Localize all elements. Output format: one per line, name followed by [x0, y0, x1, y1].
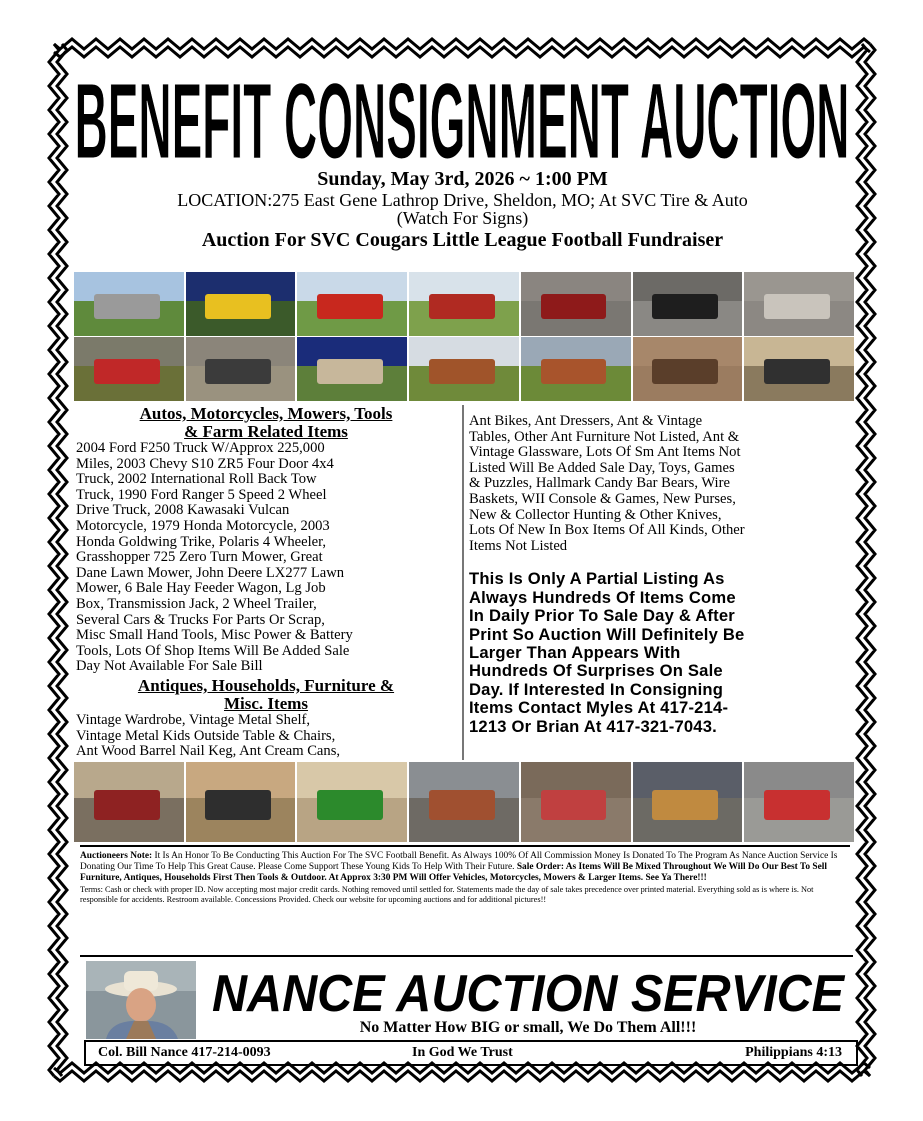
photo-subject	[94, 294, 160, 318]
list-line: Mower, 6 Bale Hay Feeder Wagon, Lg Job	[76, 580, 326, 597]
auction-title	[70, 62, 855, 168]
slogan: No Matter How BIG or small, We Do Them All!!!	[359, 1019, 697, 1036]
photo-subject	[94, 790, 160, 820]
photo-row-equipment	[74, 337, 854, 401]
photo-subject	[429, 359, 495, 383]
cattle-panels-photo	[521, 337, 631, 401]
photo-subject	[652, 359, 718, 383]
photo-row-household	[74, 762, 854, 842]
red-motorcycle-photo	[521, 272, 631, 336]
terms-text: Terms: Cash or check with proper ID. Now accepting most major credit cards. Nothing removed until settled for. Statements made the day of sale takes precedence over printed material. Everything sold as is where is. Not responsible for accidents. Restroom available. Concessions Provided. Check our website for upcoming auctions and for additional pictures!!	[80, 885, 814, 904]
list-line: Vintage Glassware, Lots Of Sm Ant Items Not	[469, 444, 741, 461]
list-line: Dane Lawn Mower, John Deere LX277 Lawn	[76, 564, 345, 581]
list-line: Baskets, WII Console & Games, New Purses,	[469, 490, 736, 507]
red-rollback-photo	[297, 272, 407, 336]
photo-subject	[205, 294, 271, 318]
list-line: Day Not Available For Sale Bill	[76, 658, 263, 675]
location: LOCATION:275 East Gene Lathrop Drive, Sheldon, MO; At SVC Tire & Auto	[177, 190, 748, 210]
red-ranger-photo	[409, 272, 519, 336]
column-divider	[462, 405, 464, 760]
wardrobe-shelf-photo	[74, 762, 184, 842]
black-motorcycle-photo	[633, 272, 743, 336]
list-line: Tools, Lots Of Shop Items Will Be Added Sale	[76, 642, 350, 659]
photo-subject	[541, 294, 607, 318]
motto: In God We Trust	[412, 1045, 513, 1060]
blue-shed-photo	[297, 337, 407, 401]
notice-line: Print So Auction Will Definitely Be	[469, 624, 745, 644]
notice-line: Day. If Interested In Consigning	[469, 679, 724, 699]
list-line: Several Cars & Trucks For Parts Or Scrap,	[76, 611, 325, 628]
bikes-junk-photo	[409, 762, 519, 842]
list-line: Ant Bikes, Ant Dressers, Ant & Vintage	[469, 413, 703, 429]
photo-subject	[764, 294, 830, 318]
antiques-list-continued	[469, 414, 849, 554]
hay-feeder-photo	[409, 337, 519, 401]
list-line: Box, Transmission Jack, 2 Wheel Trailer,	[76, 595, 317, 612]
silver-truck-photo	[74, 272, 184, 336]
storage-mixed-photo	[521, 762, 631, 842]
photo-subject	[317, 294, 383, 318]
goldwing-trike-photo	[744, 272, 854, 336]
list-line: Miles, 2003 Chevy S10 ZR5 Four Door 4x4	[76, 455, 334, 472]
watch-for-signs: (Watch For Signs)	[396, 208, 529, 228]
hand-tools-photo	[633, 337, 743, 401]
photo-subject	[317, 359, 383, 383]
notice-line: Hundreds Of Surprises On Sale	[469, 661, 723, 681]
partial-listing-notice	[469, 570, 849, 736]
branding-area	[80, 955, 853, 1037]
photo-subject	[94, 359, 160, 383]
list-line: Tables, Other Ant Furniture Not Listed, Ant &	[469, 428, 740, 445]
photo-subject	[652, 790, 718, 820]
autos-list	[76, 441, 456, 675]
yellow-truck-photo	[186, 272, 296, 336]
list-line: Items Not Listed	[469, 537, 568, 554]
photo-subject	[541, 790, 607, 820]
list-line: Truck, 1990 Ford Ranger 5 Speed 2 Wheel	[76, 486, 327, 503]
antiques-list	[76, 713, 456, 760]
border-zigzag-line	[57, 44, 67, 1076]
left-column	[76, 405, 456, 760]
photo-subject	[764, 359, 830, 383]
fundraiser-line: Auction For SVC Cougars Little League Football Fundraiser	[201, 229, 724, 251]
list-line: Listed Will Be Added Sale Day, Toys, Games	[469, 459, 735, 476]
auctioneers-note	[80, 845, 850, 904]
auctioneer-photo	[86, 961, 196, 1039]
list-line: & Puzzles, Hallmark Candy Bar Bears, Wire	[469, 475, 730, 492]
company-name-text: NANCE AUCTION SERVICE	[212, 965, 846, 1017]
photo-subject	[541, 359, 607, 383]
company-name	[208, 965, 848, 1017]
notice-line: 1213 Or Brian At 417-321-7043.	[469, 716, 717, 736]
list-line: New & Collector Hunting & Other Knives,	[469, 506, 722, 523]
antiques-heading: Antiques, Households, Furniture & Misc. Items	[137, 675, 395, 713]
photo-subject	[317, 790, 383, 820]
border-zigzag-line	[49, 44, 59, 1076]
border-zigzag-line	[857, 44, 867, 1076]
photo-row-vehicles	[74, 272, 854, 336]
list-line: Ant Wood Barrel Nail Keg, Ant Cream Cans,	[76, 743, 341, 760]
list-line: Drive Truck, 2008 Kawasaki Vulcan	[76, 502, 290, 519]
notice-line: Items Contact Myles At 417-214-	[469, 698, 729, 718]
list-line: Grasshopper 725 Zero Turn Mower, Great	[76, 549, 323, 566]
sale-order: Sale Order: As Items Will Be Mixed Throughout We Will Do Our Best To Sell Furniture, Antiques, Households First Then Tools & Outdoor. At Approx 3:30 PM Will Offer Vehicles, Motorcycles, Mowers & Larger Items. See Ya There!!!	[80, 862, 827, 883]
red-atv-photo	[74, 337, 184, 401]
contact-phone: Col. Bill Nance 417-214-0093	[98, 1045, 271, 1060]
border-zigzag-line	[54, 1071, 870, 1081]
photo-subject	[652, 294, 718, 318]
list-line: Honda Goldwing Trike, Polaris 4 Wheeler,	[76, 533, 327, 550]
list-line: Lots Of New In Box Items Of All Kinds, Other	[469, 522, 745, 539]
autos-heading: Autos, Motorcycles, Mowers, Tools & Farm Related Items	[139, 404, 393, 441]
boxes-furniture-photo	[633, 762, 743, 842]
bible-verse: Philippians 4:13	[745, 1045, 842, 1060]
transmission-jack-photo	[744, 337, 854, 401]
notice-line: Always Hundreds Of Items Come	[469, 587, 736, 607]
note-text: It Is An Honor To Be Conducting This Auction For The SVC Football Benefit. As Always 100% Of All Commission Money Is Donated To The Program As Nance Auction Service Is Donating Our Time To Help This Great Cause. Please Come Support These Young Kids To Help With Their Future.	[80, 851, 838, 872]
border-zigzag-line	[54, 39, 870, 49]
glassware-bins-photo	[744, 762, 854, 842]
border-zigzag-line	[865, 44, 875, 1076]
photo-subject	[429, 790, 495, 820]
right-column	[469, 414, 849, 736]
notice-line: In Daily Prior To Sale Day & After	[469, 606, 735, 626]
date-time: Sunday, May 3rd, 2026 ~ 1:00 PM	[317, 168, 608, 190]
zero-turn-mower-photo	[186, 337, 296, 401]
list-line: 2004 Ford F250 Truck W/Approx 225,000	[76, 440, 325, 456]
list-line: Misc Small Hand Tools, Misc Power & Battery	[76, 627, 353, 644]
list-line: Vintage Wardrobe, Vintage Metal Shelf,	[76, 711, 311, 728]
notice-line: This Is Only A Partial Listing As	[469, 569, 725, 589]
photo-subject	[429, 294, 495, 318]
title-text: BENEFIT CONSIGNMENT AUCTION	[74, 62, 850, 168]
list-line: Motorcycle, 1979 Honda Motorcycle, 2003	[76, 517, 330, 534]
dresser-items-photo	[186, 762, 296, 842]
notice-line: Larger Than Appears With	[469, 642, 681, 662]
border-zigzag-line	[54, 47, 870, 57]
footer-bar	[84, 1040, 858, 1066]
list-line: Vintage Metal Kids Outside Table & Chairs,	[76, 727, 336, 744]
photo-subject	[764, 790, 830, 820]
cream-cans-photo	[297, 762, 407, 842]
photo-subject	[205, 359, 271, 383]
photo-subject	[205, 790, 271, 820]
list-line: Truck, 2002 International Roll Back Tow	[76, 471, 317, 488]
note-label: Auctioneers Note:	[80, 851, 153, 861]
